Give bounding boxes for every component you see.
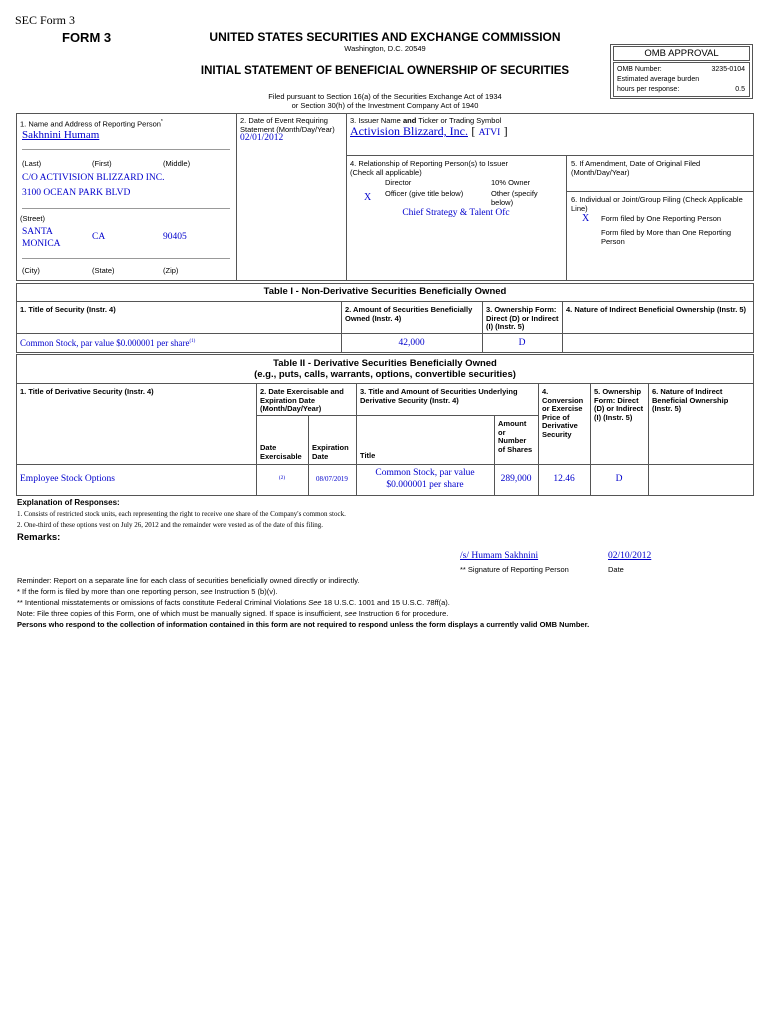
city-label: (City)	[22, 266, 40, 275]
city-value: SANTA MONICA	[22, 227, 61, 249]
first-label: (First)	[92, 159, 112, 168]
reminder-text: Reminder: Report on a separate line for each class of securities beneficially owned directly or indirectly.	[17, 576, 360, 585]
one-person-label: Form filed by One Reporting Person	[601, 214, 722, 223]
omb-number-value: 3235-0104	[711, 66, 745, 73]
issuer-line: Activision Blizzard, Inc. [ ATVI ]	[350, 124, 508, 138]
box1-label: 1. Name and Address of Reporting Person*	[20, 119, 163, 129]
box5-label: 5. If Amendment, Date of Original Filed (Month/Day/Year)	[571, 159, 701, 177]
table-2-row-price: 12.46	[553, 474, 575, 484]
last-label: (Last)	[22, 159, 42, 168]
table-2-col-underlying: 3. Title and Amount of Securities Underlying Derivative Security (Instr. 4)	[360, 387, 518, 405]
omb-hours-value: 0.5	[735, 86, 745, 93]
table-1-row-form: D	[518, 338, 526, 348]
table-2-row-title: Employee Stock Options	[20, 474, 115, 484]
zip-value: 90405	[163, 232, 187, 242]
table-2-col-nature: 6. Nature of Indirect Beneficial Ownership (Instr. 5)	[652, 387, 729, 413]
table-1-title: Table I - Non-Derivative Securities Beneficially Owned	[263, 286, 507, 297]
table-2-row-underlying-title: Common Stock, par value $0.000001 per share	[375, 468, 475, 490]
box2-label: 2. Date of Event Requiring Statement (Month/Day/Year)	[240, 116, 335, 134]
footer-line-1: * If the form is filed by more than one reporting person, see Instruction 5 (b)(v).	[17, 587, 278, 596]
ten-percent-owner-label: 10% Owner	[491, 178, 531, 187]
table-2-col-underlying-amount: Amount or Number of Shares	[498, 419, 533, 454]
ticker-symbol: ATVI	[478, 128, 501, 138]
box4-label: 4. Relationship of Reporting Person(s) to Issuer (Check all applicable)	[350, 159, 508, 177]
date-label: Date	[608, 565, 624, 574]
table-2-col-title: 1. Title of Derivative Security (Instr. 4)	[20, 387, 154, 396]
statement-title: INITIAL STATEMENT OF BENEFICIAL OWNERSHIP OF SECURITIES	[200, 65, 570, 77]
address-line-2: 3100 OCEAN PARK BLVD	[22, 188, 131, 198]
box3-label: 3. Issuer Name and Ticker or Trading Symbol	[350, 116, 502, 125]
other-label: Other (specify below)	[491, 189, 538, 207]
director-label: Director	[385, 178, 412, 187]
table-2-row-form: D	[615, 474, 623, 484]
table-2-row-exercisable: (2)	[278, 475, 286, 481]
table-2-col-price: 4. Conversion or Exercise Price of Derivative Security	[542, 387, 584, 439]
officer-check-mark: X	[364, 192, 372, 203]
state-value: CA	[92, 232, 106, 242]
table-1-col-amount: 2. Amount of Securities Beneficially Owned (Instr. 4)	[345, 305, 473, 323]
table-1-col-ownership: 3. Ownership Form: Direct (D) or Indirect (I) (Instr. 5)	[486, 305, 559, 331]
omb-number-label: OMB Number:	[617, 66, 662, 73]
table-1-row-amount: 42,000	[398, 338, 425, 348]
one-person-check-mark: X	[582, 213, 590, 224]
officer-title: Chief Strategy & Talent Ofc	[402, 208, 510, 218]
table-1-col-title: 1. Title of Security (Instr. 4)	[20, 305, 116, 314]
footer-line-3: Note: File three copies of this Form, one of which must be manually signed. If space is insufficient, see Instruction 6 for procedure.	[17, 609, 449, 618]
issuer-name[interactable]: Activision Blizzard, Inc.	[350, 124, 468, 138]
omb-burden-label: Estimated average burden	[617, 76, 700, 83]
table-2-col-underlying-title: Title	[360, 451, 376, 460]
officer-label: Officer (give title below)	[385, 189, 464, 198]
signature-date: 02/10/2012	[608, 551, 652, 561]
table-2-row-expiration: 08/07/2019	[316, 475, 348, 483]
footnote-1: 1. Consists of restricted stock units, each representing the right to receive one share of the Company's common stock.	[17, 510, 346, 518]
omb-notice: Persons who respond to the collection of information contained in this form are not required to respond unless the form displays a currently valid OMB Number.	[17, 620, 590, 629]
omb-details	[613, 62, 750, 97]
form-title: FORM 3	[62, 30, 112, 45]
omb-hours-label: hours per response:	[617, 86, 680, 93]
explanation-heading: Explanation of Responses:	[17, 498, 120, 507]
signature-name: /s/ Humam Sakhnini	[460, 551, 539, 561]
commission-city: Washington, D.C. 20549	[344, 44, 426, 53]
footnote-2: 2. One-third of these options vest on July 26, 2012 and the remainder were vested as of the date of this filing.	[17, 521, 323, 529]
zip-label: (Zip)	[163, 266, 179, 275]
table-2-col-ownership: 5. Ownership Form: Direct (D) or Indirect (I) (Instr. 5)	[594, 387, 644, 422]
remarks-heading: Remarks:	[17, 532, 61, 543]
table-1-col-nature: 4. Nature of Indirect Beneficial Ownership (Instr. 5)	[566, 305, 747, 314]
address-line-1: C/O ACTIVISION BLIZZARD INC.	[22, 173, 165, 183]
state-label: (State)	[92, 266, 115, 275]
signature-label: ** Signature of Reporting Person	[460, 565, 569, 574]
reporting-person-name[interactable]: Sakhnini Humam	[22, 129, 100, 141]
table-2-title: Table II - Derivative Securities Beneficially Owned (e.g., puts, calls, warrants, options, convertible securities)	[254, 358, 516, 380]
sec-form-label: SEC Form 3	[15, 13, 76, 27]
middle-label: (Middle)	[163, 159, 191, 168]
omb-title: OMB APPROVAL	[613, 46, 750, 61]
event-date: 02/01/2012	[240, 133, 284, 143]
commission-title: UNITED STATES SECURITIES AND EXCHANGE COMMISSION	[209, 30, 561, 44]
table-2-col-dates: 2. Date Exercisable and Expiration Date (Month/Day/Year)	[260, 387, 344, 413]
filed-pursuant: Filed pursuant to Section 16(a) of the Securities Exchange Act of 1934 or Section 30(h) of the Investment Company Act of 1940	[268, 92, 502, 110]
table-2-col-expiration: Expiration Date	[312, 443, 349, 461]
table-2-col-date-exercisable: Date Exercisable	[260, 443, 302, 461]
footer-line-2: ** Intentional misstatements or omissions of facts constitute Federal Criminal Violations See 18 U.S.C. 1001 and 15 U.S.C. 78ff(a).	[17, 598, 450, 607]
more-than-one-label: Form filed by More than One Reporting Person	[601, 228, 732, 246]
box6-label: 6. Individual or Joint/Group Filing (Check Applicable Line)	[571, 195, 743, 213]
street-label: (Street)	[20, 214, 46, 223]
table-1-row-title: Common Stock, par value $0.000001 per share$^{(1)}$	[20, 338, 196, 348]
table-2-row-amount: 289,000	[500, 474, 532, 484]
